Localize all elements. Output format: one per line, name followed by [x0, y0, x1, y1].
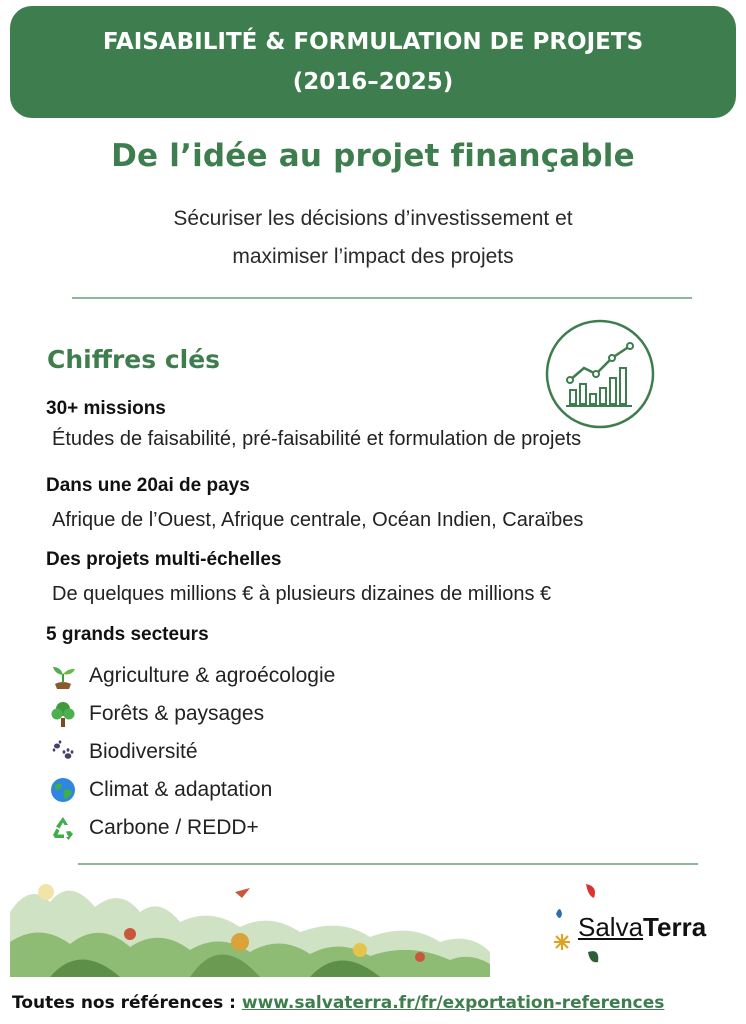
paw-prints-icon: [48, 737, 78, 767]
sector-item-climate: [48, 771, 448, 809]
references-line: [12, 993, 742, 1013]
key-figure-desc: Études de faisabilité, pré-faisabilité et formulation de projets: [52, 428, 582, 450]
recycle-icon: [48, 813, 78, 843]
nature-illustration: [10, 872, 490, 977]
banner-title: FAISABILITÉ & FORMULATION DE PROJETS: [102, 29, 644, 55]
headline: De l’idée au projet finançable: [111, 138, 635, 174]
subtitle-line-1: Sécuriser les décisions d’investissement et: [173, 207, 573, 230]
subtitle-line-2: maximiser l’impact des projets: [232, 245, 514, 268]
sector-item-agriculture: [48, 657, 448, 695]
sector-label: Climat & adaptation: [89, 778, 273, 801]
key-figure-scale: [46, 549, 726, 606]
sector-label: Forêts & paysages: [89, 702, 265, 725]
logo-text-salva: Salva: [578, 912, 644, 942]
tree-icon: [48, 699, 78, 729]
key-figure-title: Dans une 20ai de pays: [46, 475, 250, 496]
sector-label: Biodiversité: [89, 740, 198, 763]
key-figure-missions: [46, 398, 726, 451]
sector-item-carbon: [48, 809, 448, 847]
key-figure-desc: De quelques millions € à plusieurs dizaines de millions €: [52, 583, 552, 605]
salvaterra-logo: [578, 912, 706, 943]
references-label: Toutes nos références :: [12, 993, 236, 1013]
key-figure-sectors: [46, 624, 726, 646]
key-figure-title: Des projets multi-échelles: [46, 549, 282, 570]
seedling-icon: [48, 661, 78, 691]
sector-item-forests: [48, 695, 448, 733]
title-banner: [10, 6, 736, 118]
key-figure-title: 5 grands secteurs: [46, 624, 209, 645]
subtitle: [0, 200, 746, 276]
references-link[interactable]: www.salvaterra.fr/fr/exportation-references: [241, 993, 665, 1013]
globe-icon: [48, 775, 78, 805]
sector-label: Carbone / REDD+: [89, 816, 259, 839]
key-figure-title: 30+ missions: [46, 398, 166, 419]
sector-list: [48, 657, 448, 847]
banner-period: (2016–2025): [292, 69, 454, 95]
key-figure-countries: [46, 475, 726, 532]
divider-bottom: [78, 863, 698, 865]
logo-text-terra: Terra: [643, 912, 707, 942]
sector-label: Agriculture & agroécologie: [89, 664, 336, 687]
key-figure-desc: Afrique de l’Ouest, Afrique centrale, Océan Indien, Caraïbes: [52, 509, 584, 531]
sector-item-biodiversity: [48, 733, 448, 771]
divider-top: [72, 297, 692, 299]
key-figures-title: Chiffres clés: [47, 345, 221, 374]
